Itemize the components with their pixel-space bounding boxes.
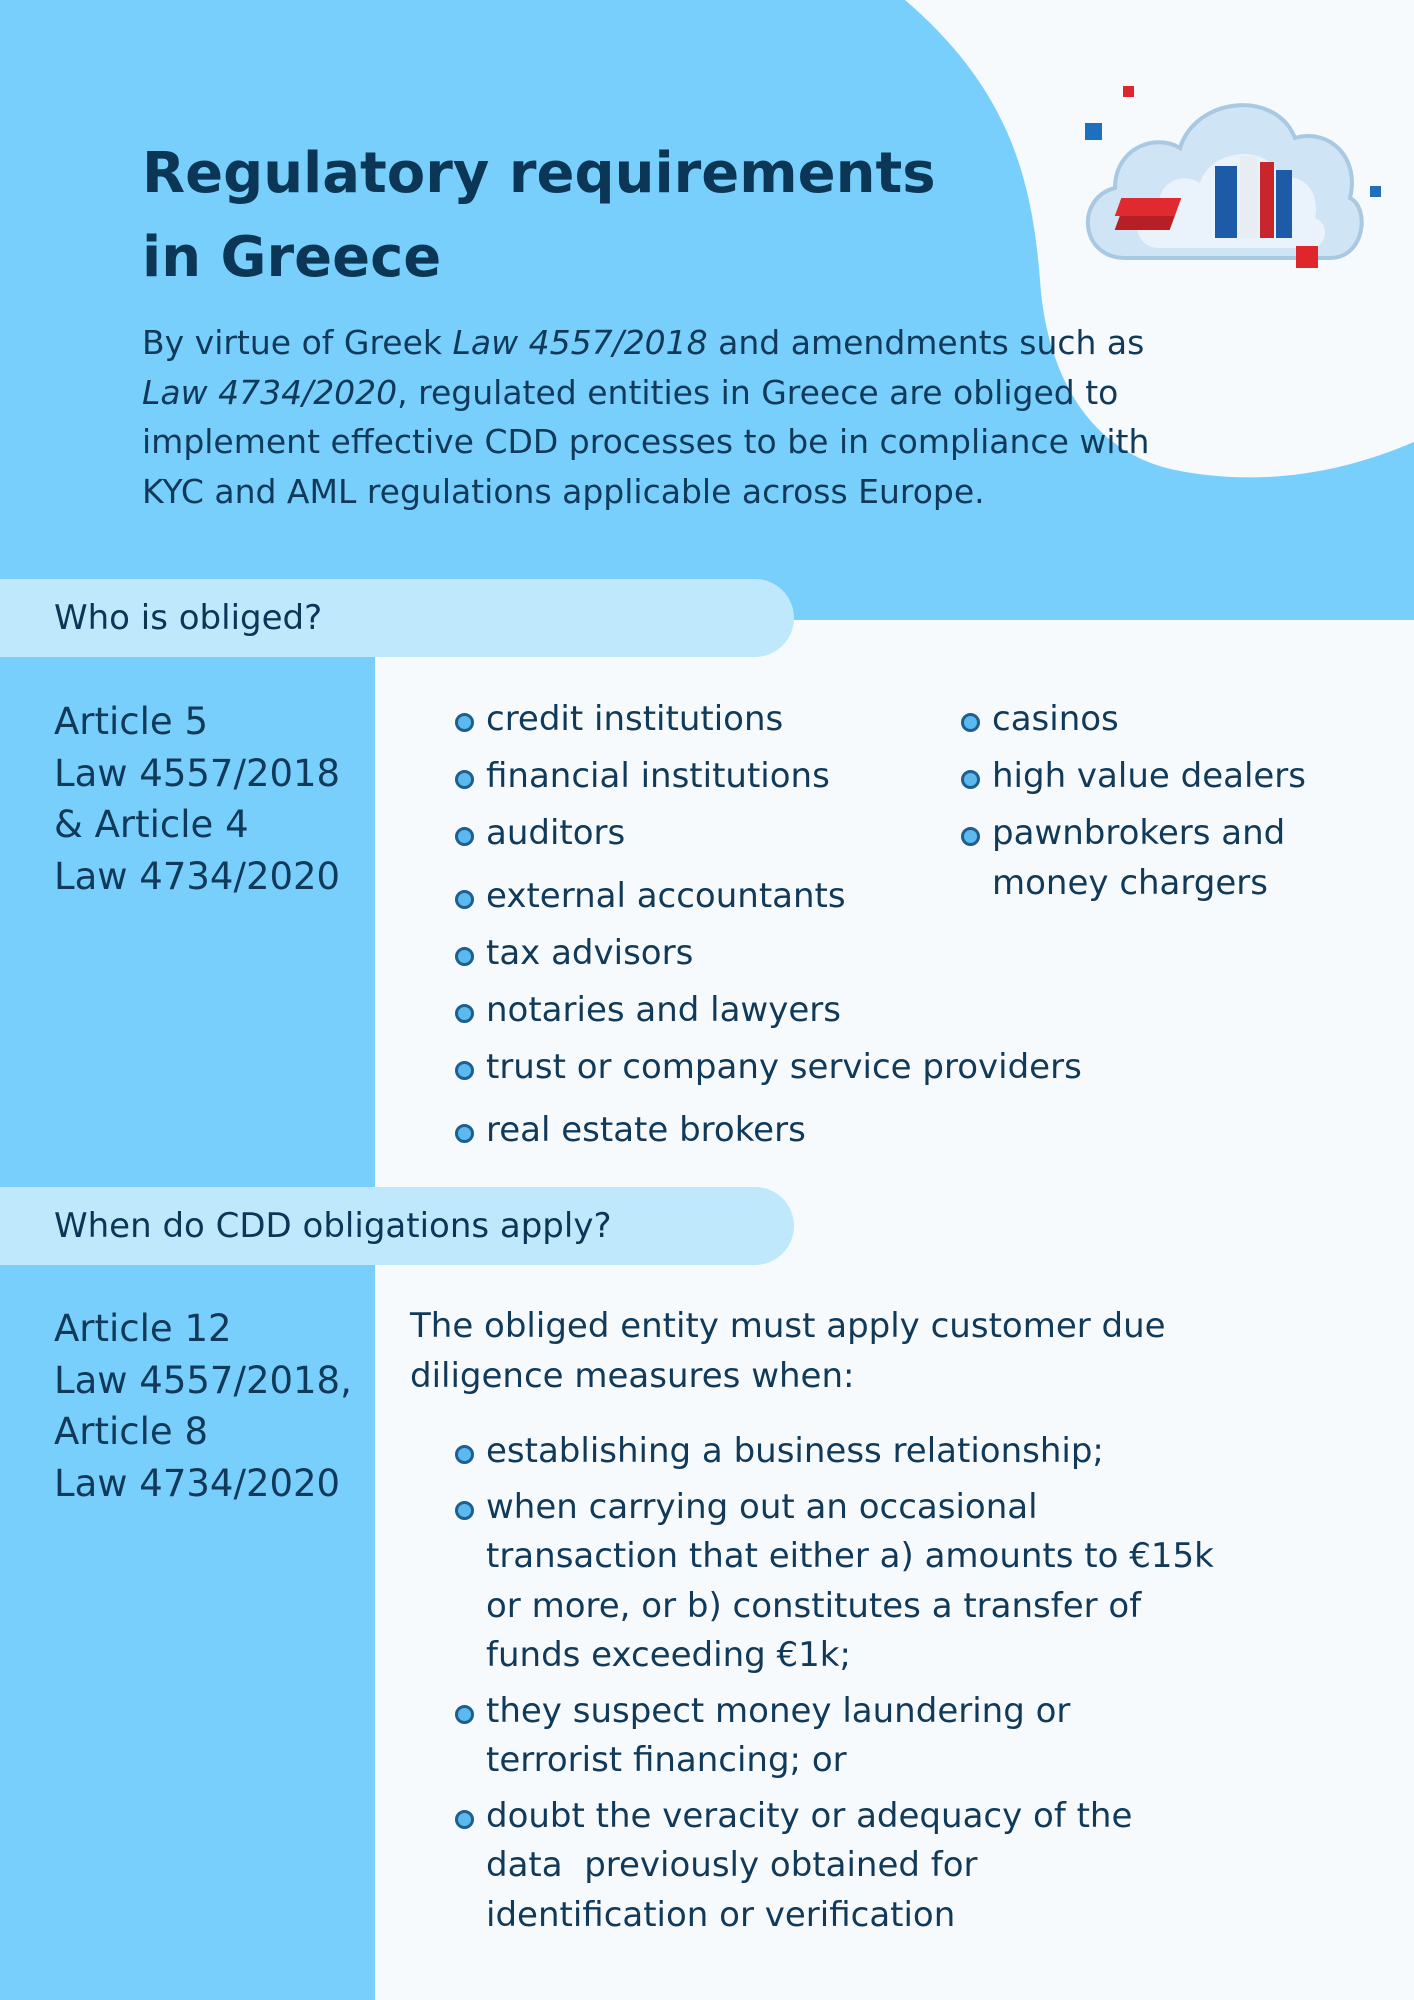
list-item-text: tax advisors [486, 933, 694, 973]
list-item-text: trust or company service providers [486, 1047, 1082, 1087]
bullet-icon [455, 1124, 474, 1143]
list-item-text: external accountants [486, 876, 846, 916]
bullet-icon [455, 770, 474, 789]
list-item [992, 752, 1306, 809]
list-item-text: terrorist financing; or [486, 1740, 847, 1780]
list-item-text: casinos [992, 699, 1119, 739]
bullet-icon [455, 890, 474, 909]
bullet-icon [455, 1445, 474, 1464]
reference-line: Article 5 [54, 700, 208, 743]
list-item [486, 986, 1082, 1043]
reference-line: Law 4734/2020 [54, 1461, 341, 1505]
bullet-icon [455, 1810, 474, 1829]
bullet-icon [961, 770, 980, 789]
bullet-icon [455, 947, 474, 966]
list-item-text: they suspect money laundering or [486, 1690, 1071, 1731]
list-item-text: money chargers [992, 862, 1268, 903]
list-item-text: auditors [486, 813, 626, 853]
bullet-icon [455, 1061, 474, 1080]
section-heading-text: Who is obliged? [54, 598, 323, 638]
list-item [486, 1427, 1214, 1477]
list-item-text: credit institutions [486, 699, 784, 739]
cloud-bookshelf-icon [1070, 78, 1390, 288]
reference-line: & Article 4 [54, 803, 249, 846]
list-item-text: doubt the veracity or adequacy of the [486, 1795, 1133, 1836]
list-item-text: real estate brokers [486, 1110, 806, 1150]
section-heading-cdd-obligations [0, 1187, 794, 1265]
intro-text: KYC and AML regulations applicable across Europe. [142, 471, 985, 511]
cdd-intro-text [410, 1302, 1290, 1401]
bullet-icon [455, 1004, 474, 1023]
bullet-icon [455, 1501, 474, 1520]
intro-text: , regulated entities in Greece are obliged to [397, 372, 1119, 412]
bullet-icon [455, 1705, 474, 1724]
cdd-intro-line: diligence measures when: [410, 1355, 855, 1396]
reference-line: Law 4557/2018, [54, 1358, 352, 1402]
list-item-text: notaries and lawyers [486, 990, 841, 1030]
intro-text: and amendments such as [707, 323, 1145, 362]
section-heading-who-is-obliged [0, 579, 794, 657]
list-item-text: funds exceeding €1k; [486, 1635, 851, 1675]
intro-text: By virtue of Greek [142, 323, 453, 362]
list-item [486, 1106, 1082, 1163]
list-item-text: pawnbrokers and [992, 813, 1286, 853]
list-item-text: data previously obtained for [486, 1845, 978, 1885]
bullet-icon [455, 713, 474, 732]
list-item [486, 929, 1082, 986]
reference-line: Article 12 [54, 1307, 232, 1350]
list-item [992, 809, 1306, 908]
obliged-entities-list-right [992, 695, 1306, 908]
title-line-1: Regulatory requirements [142, 141, 936, 206]
law-reference: Law 4734/2020 [142, 372, 398, 412]
title-line-2: in Greece [142, 225, 442, 290]
bullet-icon [961, 827, 980, 846]
list-item-text: when carrying out an occasional [486, 1486, 1038, 1527]
list-item-text: financial institutions [486, 756, 830, 796]
reference-line: Law 4734/2020 [54, 854, 341, 898]
cdd-conditions-list [486, 1427, 1214, 1940]
obliged-legal-reference [54, 696, 374, 902]
list-item [486, 1792, 1214, 1941]
list-item [486, 1043, 1082, 1106]
list-item-text: high value dealers [992, 756, 1307, 796]
list-item-text: identification or verification [486, 1894, 956, 1935]
law-reference: Law 4557/2018 [452, 323, 708, 362]
section-heading-text: When do CDD obligations apply? [54, 1206, 612, 1246]
list-item-text: transaction that either a) amounts to €15k [486, 1536, 1214, 1576]
bullet-icon [455, 827, 474, 846]
list-item [486, 1687, 1214, 1786]
cdd-legal-reference [54, 1303, 374, 1509]
intro-paragraph [142, 318, 1272, 516]
list-item [992, 695, 1306, 752]
list-item [486, 1483, 1214, 1681]
cdd-intro-line: The obliged entity must apply customer due [410, 1306, 1166, 1346]
intro-text: implement effective CDD processes to be in compliance with [142, 422, 1150, 461]
page-title [142, 132, 1042, 300]
list-item-text: or more, or b) constitutes a transfer of [486, 1585, 1142, 1626]
bullet-icon [961, 713, 980, 732]
list-item-text: establishing a business relationship; [486, 1431, 1104, 1471]
reference-line: Article 8 [54, 1410, 208, 1453]
reference-line: Law 4557/2018 [54, 751, 341, 795]
